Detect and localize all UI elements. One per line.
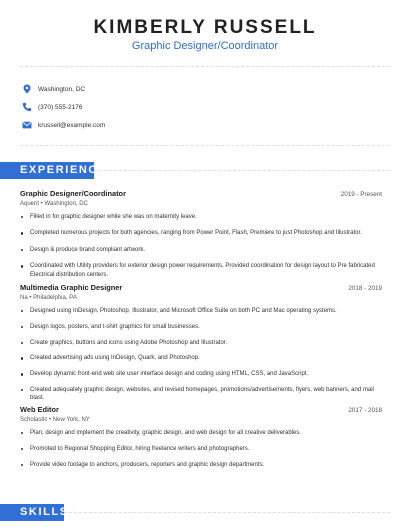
job-company: Na • Philadelphia, PA [20, 295, 77, 301]
contact-phone [22, 100, 82, 114]
bullet-item: Promoted to Regional Shopping Editor, hiring freelance writers and photographers. [20, 445, 382, 453]
candidate-title: Graphic Designer/Coordinator [131, 40, 279, 52]
divider [20, 145, 390, 146]
email-text[interactable]: krussell@example.com [38, 121, 106, 129]
job-dates: 2017 - 2018 [348, 407, 382, 414]
section-heading-skills: SKILLS [0, 504, 64, 521]
location-text: Washington, DC [38, 85, 86, 93]
phone-text: (370) 555-2176 [38, 103, 83, 111]
job-entry [20, 283, 382, 403]
job-title: Multimedia Graphic Designer [20, 283, 123, 292]
job-dates: 2018 - 2019 [348, 285, 382, 292]
bullet-item: Plan, design and implement the creativity, graphic design, and web design for all creative deliverables. [20, 429, 382, 437]
bullet-item: Provide video footage to anchors, producers, reporters and graphic design departments. [20, 461, 382, 469]
bullet-item: Design & produce brand compliant artwork. [20, 246, 382, 254]
bullet-item: Designed using InDesign, Photoshop, Illustrator, and Microsoft Office Suite on both PC and Mac operating systems. [20, 307, 382, 315]
job-title: Graphic Designer/Coordinator [20, 189, 126, 198]
section-divider [64, 512, 390, 513]
bullet-item: Design logos, posters, and t-shirt graphics for small businesses. [20, 323, 382, 331]
envelope-icon [22, 120, 32, 130]
map-pin-icon [22, 84, 32, 94]
section-heading-experience: EXPERIENCE [0, 162, 94, 179]
job-entry [20, 405, 382, 469]
bullet-item: Coordinated with Utility providers for exterior design power requirements, Provided coordination for design layout to Pre fabricated Electrical distribution centers. [20, 262, 382, 279]
bullet-item: Develop dynamic front-end web site user interface design and coding using HTML, CSS, and JavaScript. [20, 370, 382, 378]
job-title: Web Editor [20, 405, 59, 414]
contact-location [22, 82, 85, 96]
bullet-item: Created adequately graphic design, websites, and revised homepages, promotions/advertisements, flyers, web banners, and mail blast. [20, 386, 382, 403]
bullet-item: Create graphics, buttons and icons using Adobe Photoshop and Illustrator. [20, 339, 382, 347]
divider [20, 66, 390, 67]
job-company: Scholastic • New York, NY [20, 417, 90, 423]
phone-icon [22, 102, 32, 112]
section-divider [94, 170, 390, 171]
bullet-item: Created advertising ads using InDesign, Quark, and Photoshop. [20, 354, 382, 362]
job-entry [20, 189, 382, 279]
candidate-name: KIMBERLY RUSSELL [93, 17, 317, 38]
bullet-item: Completed numerous projects for both agencies, ranging from Power Point, Flash, Premiere to just Photoshop and Illustrator. [20, 229, 382, 237]
bullet-item: Filled in for graphic designer while she was on maternity leave. [20, 213, 382, 221]
job-dates: 2019 - Present [340, 191, 382, 198]
job-company: Aquent • Washington, DC [20, 201, 88, 207]
contact-email[interactable] [22, 118, 105, 132]
